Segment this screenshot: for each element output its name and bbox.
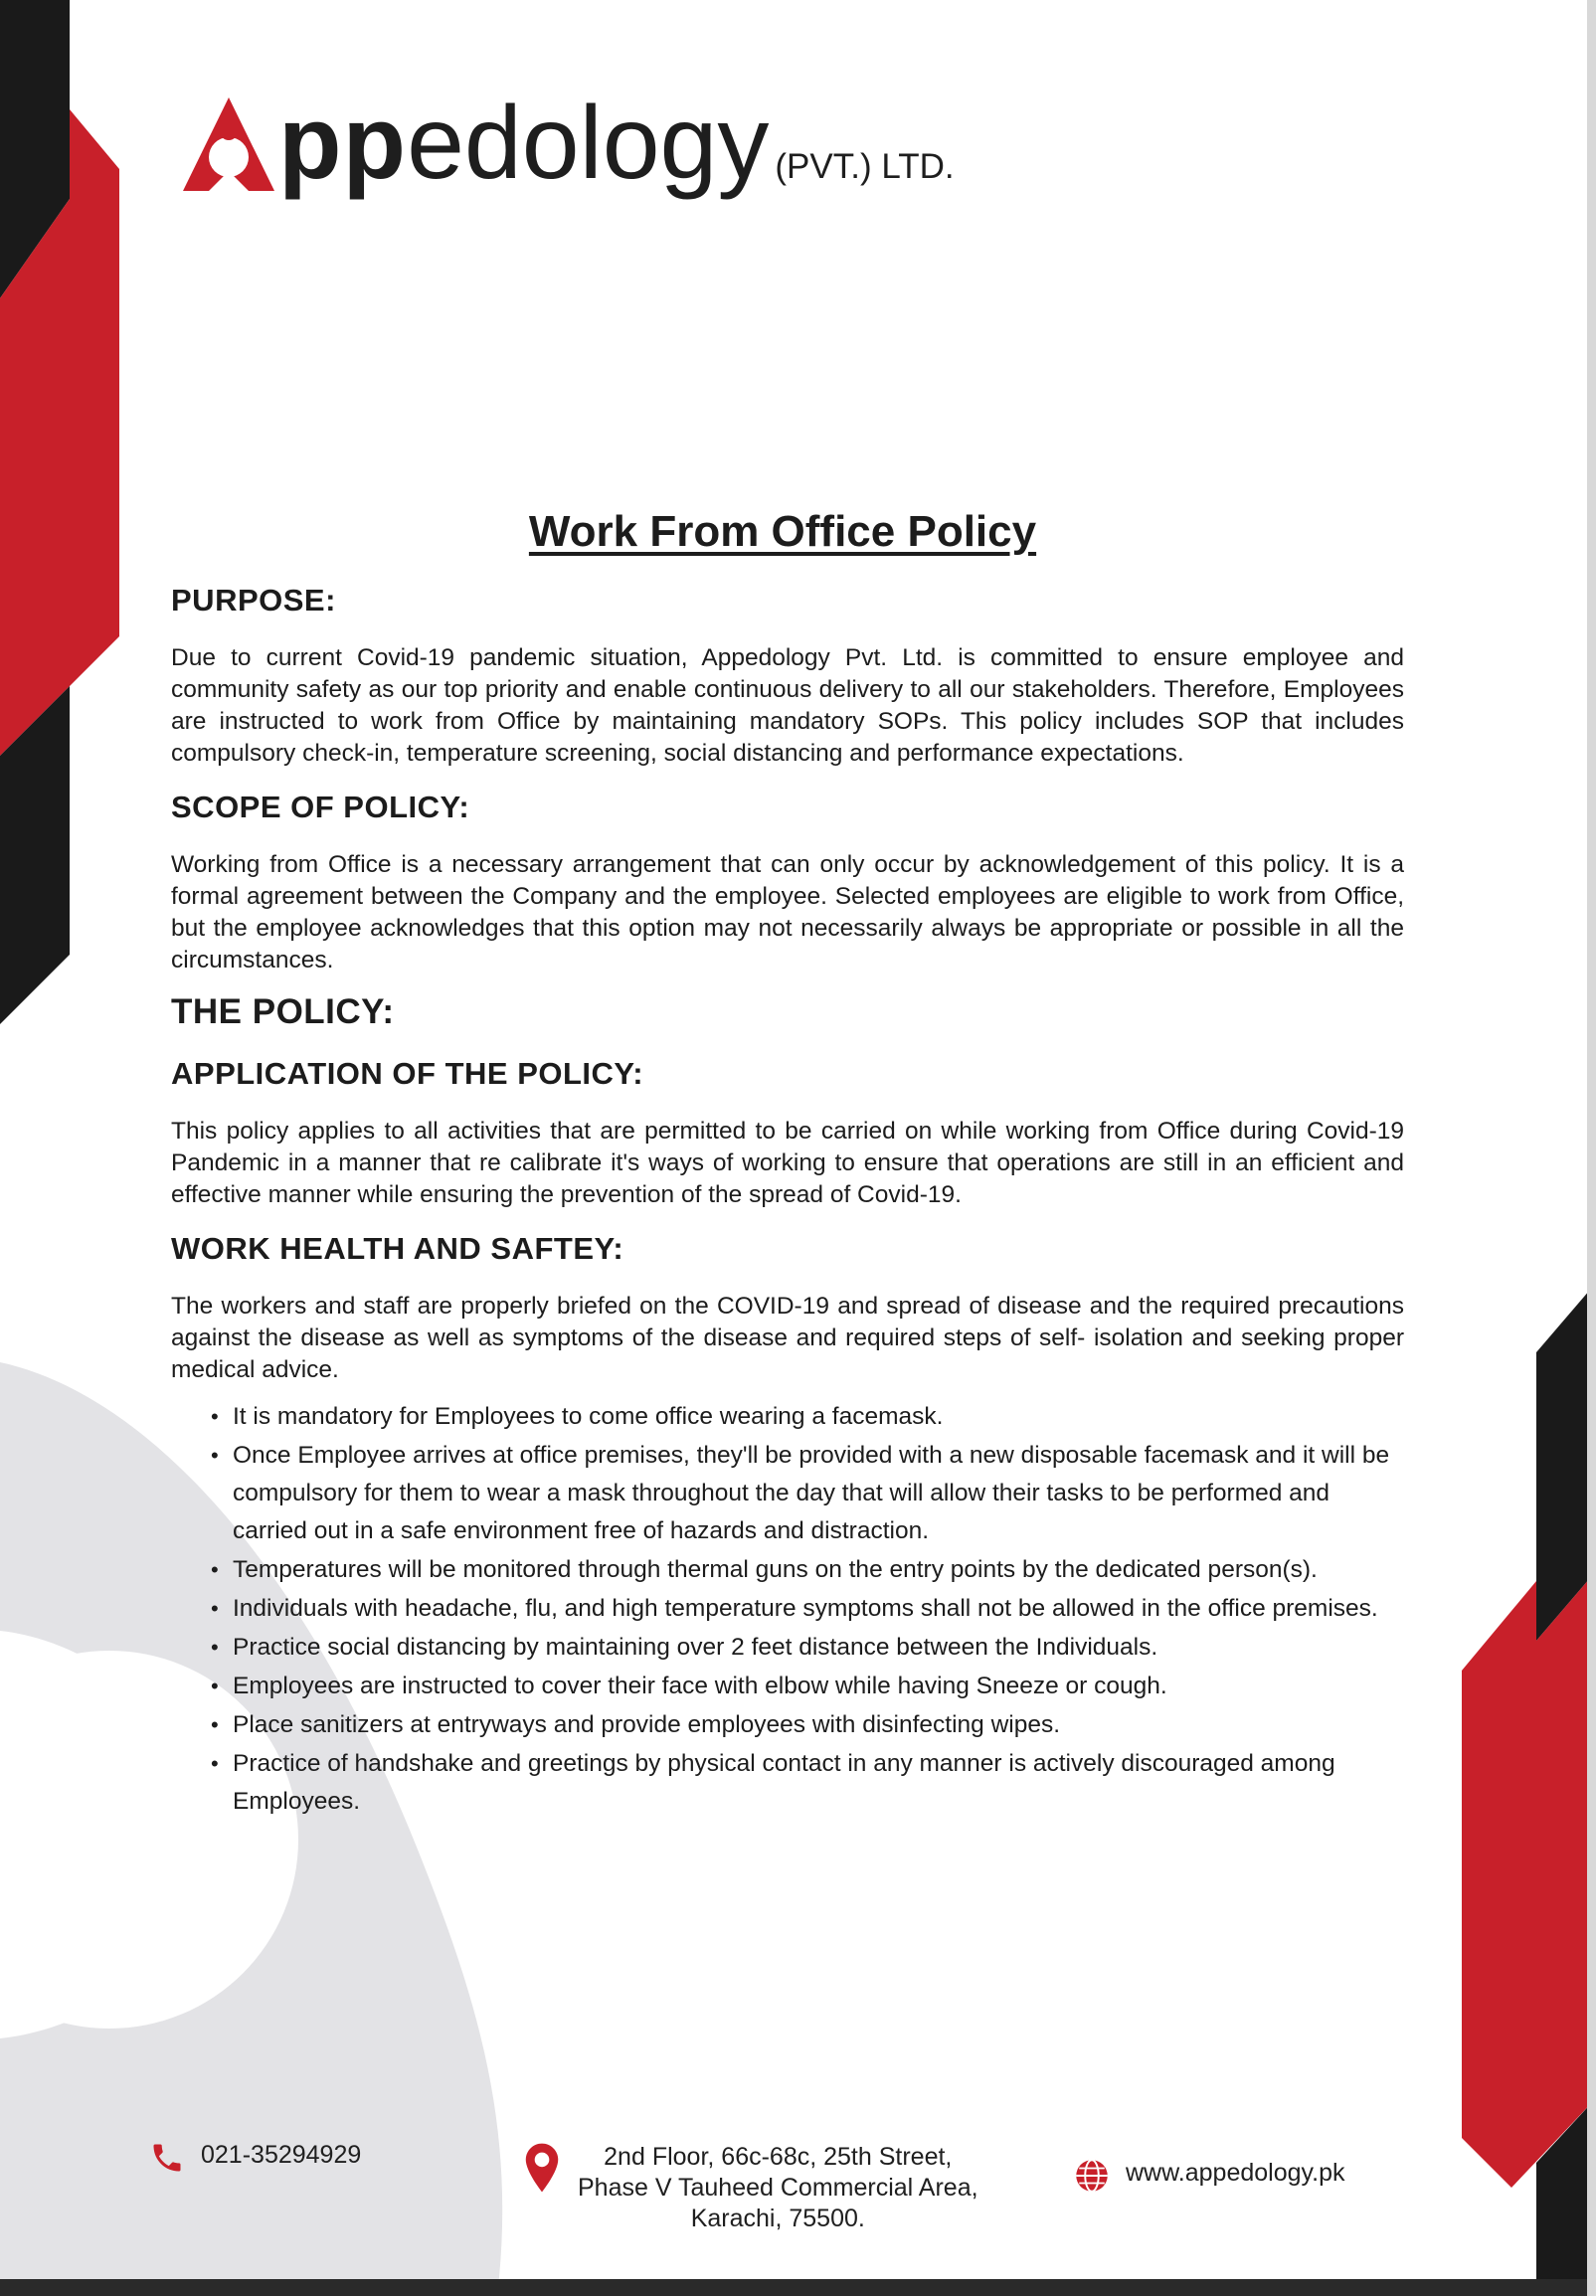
phone-icon <box>149 2140 185 2176</box>
scope-heading: SCOPE OF POLICY: <box>171 790 470 824</box>
globe-icon <box>1074 2158 1110 2194</box>
health-body: The workers and staff are properly briefed on the COVID-19 and spread of disease and the required precautions against the disease as well as symptoms of the disease and required steps of self- isolation and seeking proper medical advice. <box>171 1293 1404 1383</box>
address-line-2: Phase V Tauheed Commercial Area, <box>578 2174 978 2202</box>
list-item: • Once Employee arrives at office premises, they'll be provided with a new disposable facemask and it will be compulsory for them to wear a mask throughout the day that will allow their tasks to be performed and carried out in a safe environment free of hazards and distraction. <box>211 1437 1404 1550</box>
document-body <box>161 497 1404 1822</box>
phone-number: 021-35294929 <box>201 2141 362 2169</box>
safety-bullet-list <box>211 1398 1404 1821</box>
logo-suffix-text: (PVT.) LTD. <box>775 147 955 186</box>
logo-a-mark-icon <box>179 91 278 201</box>
logo-edology-text: edology <box>407 86 770 201</box>
footer-phone <box>149 2140 361 2176</box>
application-body: This policy applies to all activities that are permitted to be carried on while working from Office during Covid-19 Pandemic in a manner that re calibrate it's ways of working to ensure that operations are still in an efficient and effective manner while ensuring the prevention of the spread of Covid-19. <box>171 1118 1404 1208</box>
website-link[interactable]: www.appedology.pk <box>1126 2159 1345 2187</box>
list-item: • Employees are instructed to cover their face with elbow while having Sneeze or cough. <box>211 1668 1404 1705</box>
policy-heading: THE POLICY: <box>171 992 395 1031</box>
logo-wordmark <box>278 86 955 201</box>
purpose-body: Due to current Covid-19 pandemic situation, Appedology Pvt. Ltd. is committed to ensure employee and community safety as our top priority and enable continuous delivery to all our stakeholders. Therefore, Employees are instructed to work from Office by maintaining mandatory SOPs. This policy includes SOP that includes compulsory check-in, temperature screening, social distancing and performance expectations. <box>171 644 1404 767</box>
bottom-edge-shadow <box>0 2279 1596 2296</box>
right-red-stripe <box>1462 1571 1596 2188</box>
health-heading: WORK HEALTH AND SAFTEY: <box>171 1231 624 1266</box>
right-edge-shadow <box>1587 0 1596 2296</box>
address-text <box>578 2142 978 2234</box>
list-item: • Practice social distancing by maintaining over 2 feet distance between the Individuals. <box>211 1629 1404 1667</box>
footer-address <box>522 2142 978 2234</box>
list-item: • Individuals with headache, flu, and high temperature symptoms shall not be allowed in the office premises. <box>211 1590 1404 1628</box>
scope-body: Working from Office is a necessary arrangement that can only occur by acknowledgement of this policy. It is a formal agreement between the Company and the employee. Selected employees are eligible to work from Office, but the employee acknowledges that this option may not necessarily always be appropriate or possible in all the circumstances. <box>171 851 1404 973</box>
address-line-3: Karachi, 75500. <box>690 2205 865 2232</box>
purpose-heading: PURPOSE: <box>171 583 336 618</box>
list-item: • Practice of handshake and greetings by physical contact in any manner is actively discouraged among Employees. <box>211 1745 1404 1821</box>
list-item: • Place sanitizers at entryways and provide employees with disinfecting wipes. <box>211 1706 1404 1744</box>
page-footer <box>0 2128 1596 2247</box>
address-line-1: 2nd Floor, 66c-68c, 25th Street, <box>604 2143 953 2171</box>
footer-website <box>1074 2158 1345 2194</box>
logo-pp-text: pp <box>278 86 408 201</box>
list-item: • It is mandatory for Employees to come office wearing a facemask. <box>211 1398 1404 1436</box>
application-heading: APPLICATION OF THE POLICY: <box>171 1056 644 1091</box>
location-pin-icon <box>522 2142 562 2194</box>
list-item: • Temperatures will be monitored through thermal guns on the entry points by the dedicated person(s). <box>211 1551 1404 1589</box>
page-title: Work From Office Policy <box>528 507 1037 556</box>
